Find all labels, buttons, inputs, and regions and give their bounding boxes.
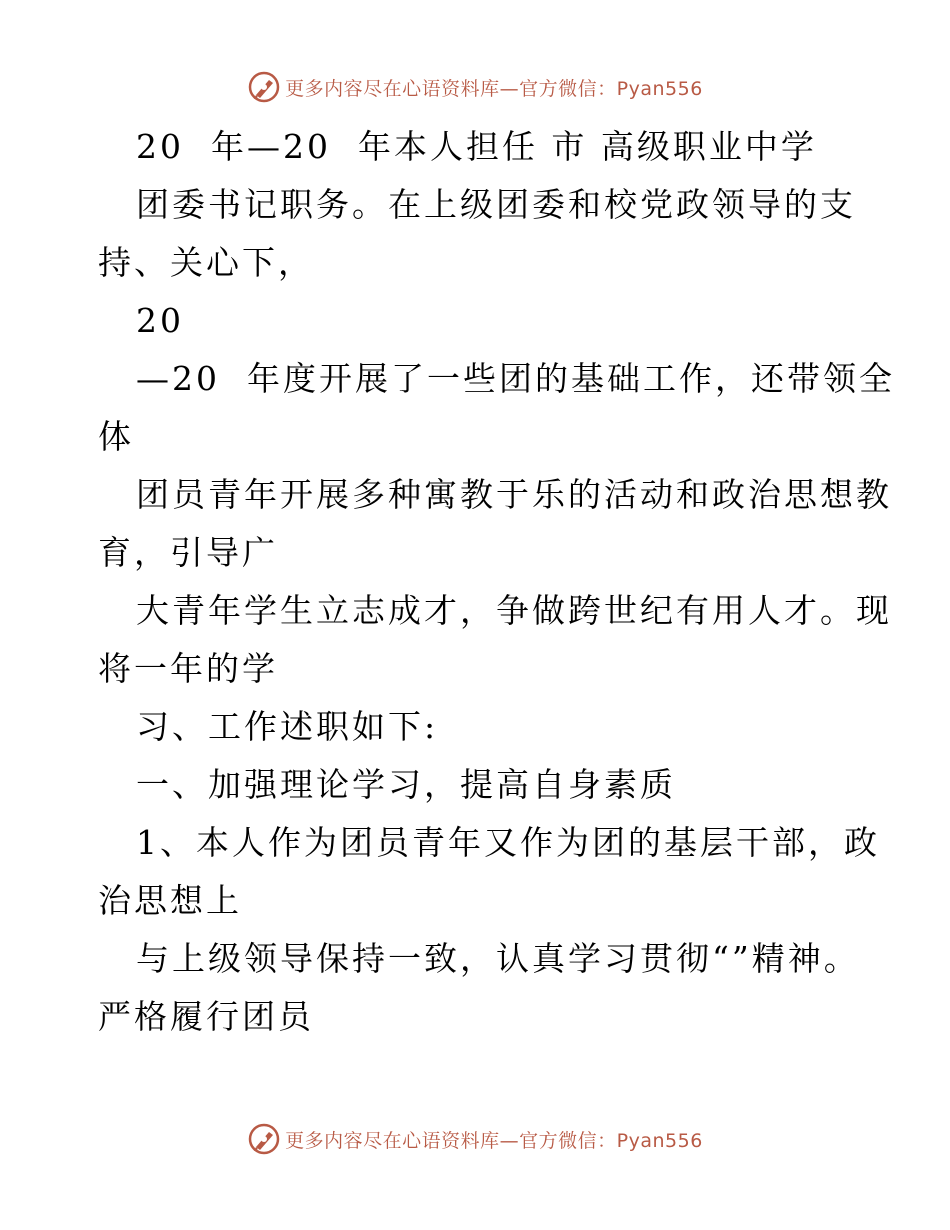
text-line: 治思想上 [98, 881, 242, 920]
footer-banner [0, 1122, 950, 1156]
text-line: 体 [98, 417, 134, 456]
text-line: 20 年—20 年本人担任 市 高级职业中学 [136, 127, 817, 166]
banner-text: 更多内容尽在心语资料库—官方微信：Pyan556 [285, 1129, 703, 1152]
section-heading: 一、加强理论学习，提高自身素质 [136, 765, 676, 804]
banner-text: 更多内容尽在心语资料库—官方微信：Pyan556 [285, 77, 703, 100]
header-banner [0, 70, 950, 104]
pen-logo-icon [247, 1122, 281, 1156]
text-line: 团委书记职务。在上级团委和校党政领导的支 [136, 185, 856, 224]
text-line: 将一年的学 [98, 649, 278, 688]
text-line: 与上级领导保持一致，认真学习贯彻“”精神。 [136, 939, 860, 978]
text-line: 大青年学生立志成才，争做跨世纪有用人才。现 [136, 591, 892, 630]
text-line: 团员青年开展多种寓教于乐的活动和政治思想教 [136, 475, 892, 514]
text-line: 严格履行团员 [98, 997, 314, 1036]
text-line: 持、关心下， [98, 243, 314, 282]
text-line: 育，引导广 [98, 533, 278, 572]
pen-logo-icon [247, 70, 281, 104]
text-line: 1、本人作为团员青年又作为团的基层干部，政 [136, 823, 880, 862]
text-line: 习、工作述职如下: [136, 707, 439, 746]
text-line: —20 年度开展了一些团的基础工作，还带领全 [136, 359, 895, 398]
text-line: 20 [136, 301, 184, 340]
